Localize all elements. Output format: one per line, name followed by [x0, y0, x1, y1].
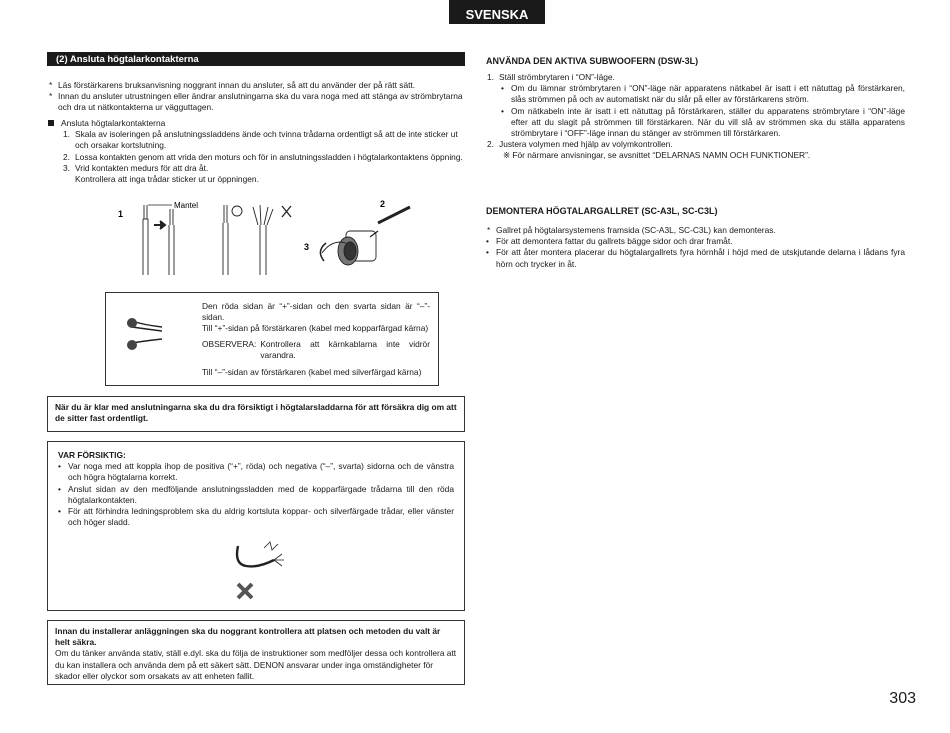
step-text: Skala av isoleringen på anslutningssladdens ände och tvinna trådarna ordentligt så att de inte sticker ut och orsakar kortslutning.	[75, 129, 458, 151]
note-item: * Innan du ansluter utrustningen eller ändrar anslutningarna ska du vara noga med att stänga av strömbrytarna och dra ut nätkontakterna ur vägguttagen.	[49, 91, 463, 113]
mantel-label: Mantel	[174, 201, 199, 210]
grille-note-text: Gallret på högtalarsystemens framsida (SC-A3L, SC-C3L) kan demonteras.	[496, 225, 776, 235]
caution-title: VAR FÖRSIKTIG:	[58, 450, 126, 460]
subwoofer-heading: ANVÄNDA DEN AKTIVA SUBWOOFERN (DSW-3L)	[486, 56, 699, 66]
subwoofer-steps	[487, 72, 905, 161]
negative-side-text: Till “–”-sidan av förstärkaren (kabel med silverfärgad kärna)	[202, 366, 422, 377]
caution-item: • Var noga med att koppla ihop de positiva (“+”, röda) och negativa (“–”, svarta) sidorna och de vänstra och högra högtalarna korrekt.	[58, 461, 454, 483]
step-text: Justera volymen med hjälp av volymkontrollen.	[499, 139, 673, 150]
pull-check-notice	[47, 396, 465, 432]
arrow-right-icon	[154, 221, 165, 229]
install-text: Om du tänker använda stativ, ställ e.dyl. ska du följa de instruktioner som medföljer dessa och kontrollera att du kan installera och använda dem på ett säkert sätt. DENON ansvarar under inga omständigheter för skador eller olyckor som orsakats av att enheten fallit.	[55, 648, 457, 681]
install-title: Innan du installerar anläggningen ska du noggrant kontrollera att platsen och metoden du valt är helt säkra.	[55, 626, 441, 648]
observe-note	[202, 339, 430, 361]
step-bullet-text: Om nätkabeln inte är isatt i ett nätuttag på förstärkaren, ställer du apparatens strömbrytare i “ON”-läge efter att du slagit på strömmen till förstärkaren. När du vill slå av strömmen ska du ställa apparatens strömbrytare i “OFF”-läge innan du stänger av strömmen till förstärkaren.	[511, 105, 905, 138]
correct-wire-icon	[223, 205, 242, 275]
grille-note: * Gallret på högtalarsystemens framsida (SC-A3L, SC-C3L) kan demonteras.	[487, 225, 776, 235]
grille-bullet: • För att åter montera placerar du högtalargallrets fyra hörnhål i höjd med de utskjutande delarna i lådans fyra hörn och trycker in åt.	[486, 247, 905, 269]
page-number: 303	[889, 690, 916, 707]
observe-label: OBSERVERA:	[202, 338, 257, 349]
grille-bullet-text: För att åter montera placerar du högtalargallrets fyra hörnhål i höjd med de utskjutande delarna i lådans fyra hörn och trycker in åt.	[496, 247, 905, 269]
caution-text: För att förhindra ledningsproblem ska du aldrig kortsluta koppar- och silverfärgade trådar, eller vänster och höger sladd.	[68, 505, 454, 528]
note-text: Läs förstärkarens bruksanvisning noggrant innan du ansluter, så att du använder der på rätt sätt.	[58, 80, 416, 90]
observe-text: Kontrollera att kärnkablarna inte vidrör varandra.	[260, 338, 430, 360]
step-item: 3. Vrid kontakten medurs för att dra åt.	[63, 162, 209, 173]
procedure-title	[47, 118, 467, 129]
twisted-wire-icon	[169, 209, 174, 275]
step-item: 2. Justera volymen med hjälp av volymkontrollen.	[487, 139, 673, 150]
short-circuit-warning-icon	[224, 538, 304, 604]
positive-side-text: Till “+”-sidan på förstärkaren (kabel med kopparfärgad kärna)	[202, 323, 429, 334]
figure-label-2: 2	[380, 199, 386, 209]
step-bullet: • Om du lämnar strömbrytaren i “ON”-läge när apparatens nätkabel är isatt i ett nätuttag på förstärkaren, slås strömmen på och av automatiskt när du slår på eller av förstärkarens ström.	[501, 83, 905, 105]
red-black-cable-icon	[122, 313, 166, 357]
polarity-box	[105, 292, 439, 386]
note-text: Innan du ansluter utrustningen eller ändrar anslutningarna ska du vara noga med att stänga av strömbrytarna och dra ut nätkontakterna ur vägguttagen.	[58, 91, 463, 113]
step-extra-text: Kontrollera att inga trådar sticker ut ur öppningen.	[75, 173, 259, 184]
language-tab: SVENSKA	[449, 0, 545, 24]
installation-safety-box	[47, 620, 465, 685]
square-bullet-icon	[48, 120, 54, 126]
stripped-wire-icon	[143, 205, 148, 275]
section-title: (2) Ansluta högtalarkontakterna	[47, 52, 465, 66]
procedure	[47, 118, 467, 185]
pull-check-text: När du är klar med anslutningarna ska du dra försiktigt i högtalarsladdarna för att försäkra dig om att de sitter fast ordentligt.	[55, 402, 457, 424]
step-text: Lossa kontakten genom att vrida den moturs och för in anslutningssladden i högtalarkontaktens öppning.	[75, 151, 463, 162]
incorrect-wire-icon	[253, 205, 291, 275]
step-item: 1. Skala av isoleringen på anslutningssladdens ände och tvinna trådarna ordentligt så att de inte sticker ut och orsakar kortslutning.	[63, 129, 458, 151]
intro-notes	[49, 80, 466, 114]
procedure-title-text: Ansluta högtalarkontakterna	[61, 118, 166, 128]
speaker-terminal-icon	[320, 207, 410, 265]
grille-bullet-text: För att demontera fattar du gallrets bägge sidor och drar framåt.	[496, 236, 733, 247]
step-note: ※ För närmare anvisningar, se avsnittet “DELARNAS NAMN OCH FUNKTIONER”.	[503, 150, 811, 161]
step-text: Vrid kontakten medurs för att dra åt.	[75, 162, 209, 173]
polarity-text: Den röda sidan är “+”-sidan och den svarta sidan är “–”-sidan.	[202, 301, 430, 323]
step-item: 2. Lossa kontakten genom att vrida den moturs och för in anslutningssladden i högtalarkontaktens öppning.	[63, 151, 463, 162]
grille-notes	[486, 225, 905, 270]
note-item: * Läs förstärkarens bruksanvisning noggrant innan du ansluter, så att du använder der på rätt sätt.	[49, 80, 416, 90]
figure-label-3: 3	[304, 242, 310, 252]
step-item: 1. Ställ strömbrytaren i “ON”-läge.	[487, 72, 615, 82]
caution-box	[47, 441, 465, 611]
caution-text: Anslut sidan av den medföljande anslutningssladden med de kopparfärgade trådarna till den röda högtalarkontakten.	[68, 483, 454, 505]
step-bullet-text: Om du lämnar strömbrytaren i “ON”-läge när apparatens nätkabel är isatt i ett nätuttag på förstärkaren, slås strömmen på och av automatiskt när du slår på eller av förstärkarens ström.	[511, 83, 905, 105]
grille-heading: DEMONTERA HÖGTALARGALLRET (SC-A3L, SC-C3L)	[486, 206, 718, 216]
caution-text: Var noga med att koppla ihop de positiva (“+”, röda) och negativa (“–”, svarta) sidorna och de vänstra och högra högtalarna korrekt.	[68, 461, 454, 483]
step-text: Ställ strömbrytaren i “ON”-läge.	[499, 72, 615, 82]
figure-label-1: 1	[118, 209, 124, 219]
wire-connection-figure	[110, 195, 450, 285]
grille-bullet: • För att demontera fattar du gallrets bägge sidor och drar framåt.	[486, 236, 733, 247]
step-bullet: • Om nätkabeln inte är isatt i ett nätuttag på förstärkaren, ställer du apparatens strömbrytare i “ON”-läge efter att du slagit på strömmen till förstärkaren. När du vill slå av strömmen ska du ställa apparatens strömbrytare i “OFF”-läge innan du stänger av strömmen till förstärkaren.	[501, 105, 905, 138]
caution-item: • För att förhindra ledningsproblem ska du aldrig kortsluta koppar- och silverfärgade trådar, eller vänster och höger sladd.	[58, 505, 454, 528]
caution-item: • Anslut sidan av den medföljande anslutningssladden med de kopparfärgade trådarna till den röda högtalarkontakten.	[58, 483, 454, 505]
